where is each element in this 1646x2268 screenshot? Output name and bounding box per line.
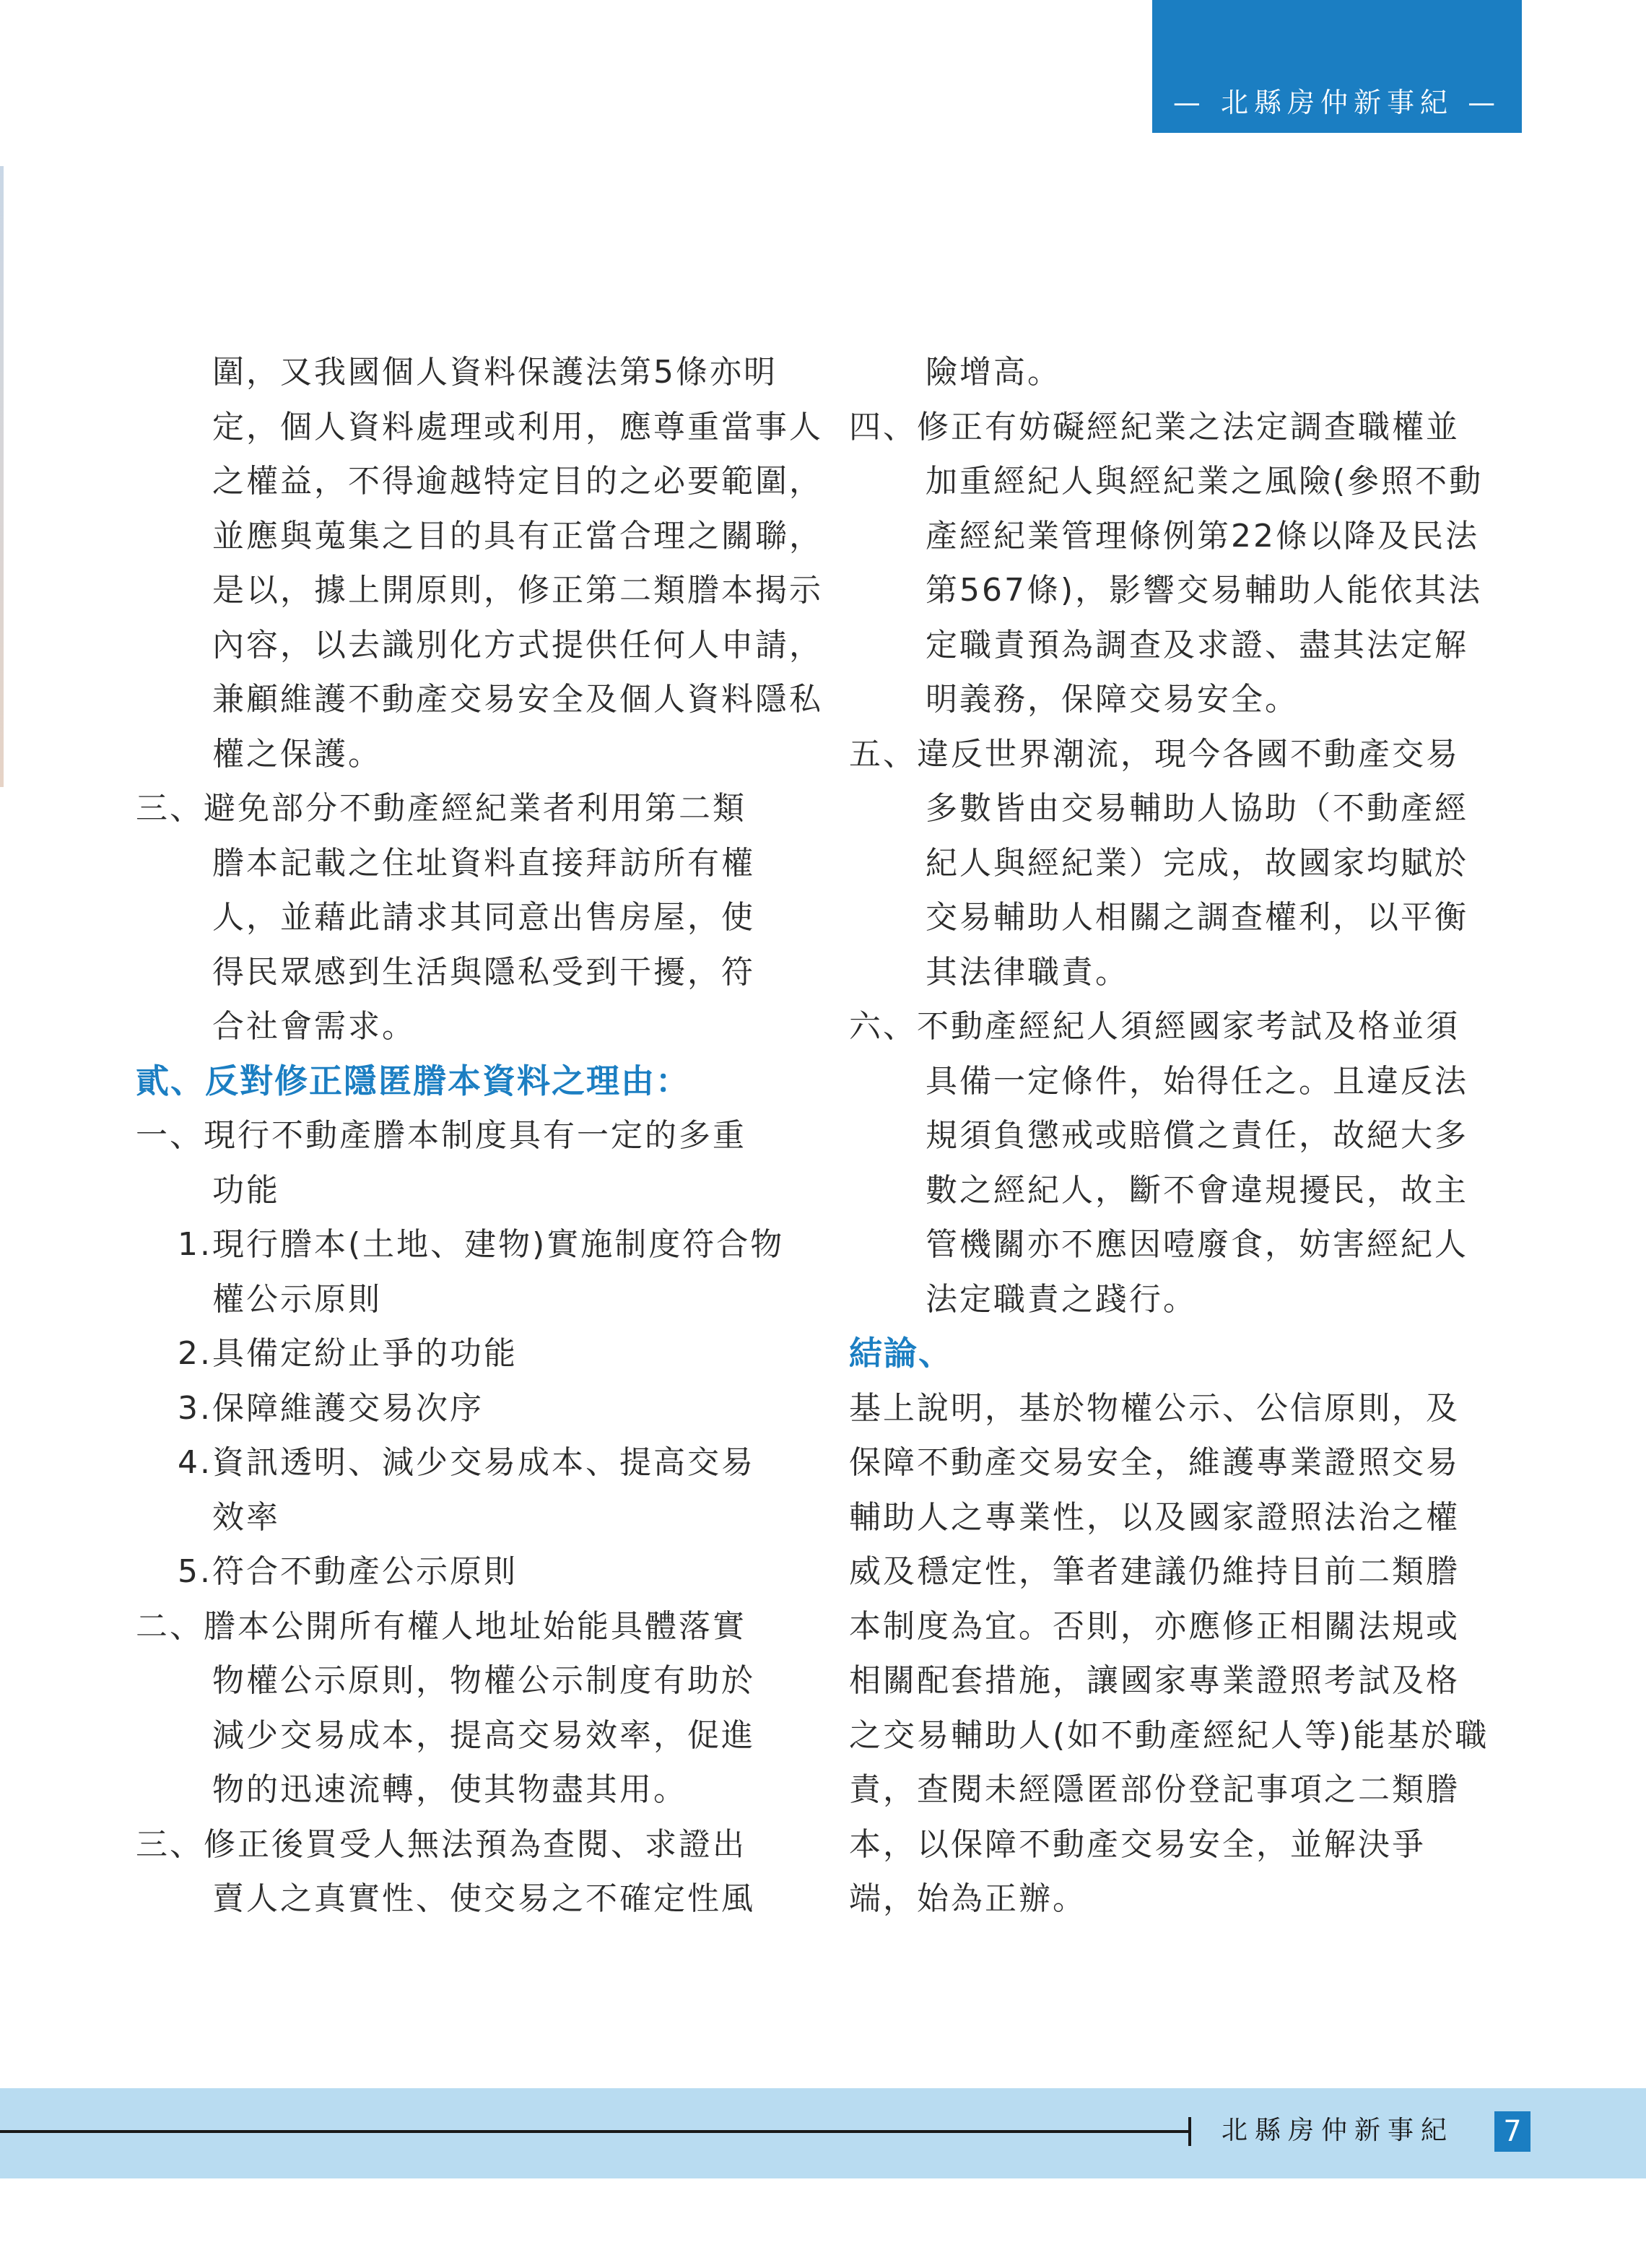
list-item-title: 三、修正後買受人無法預為查閱、求證出	[136, 1825, 746, 1863]
conclusion-heading: 結論、	[849, 1334, 953, 1373]
body-line: 減少交易成本，提高交易效率，促進	[212, 1716, 755, 1754]
body-line: 規須負懲戒或賠償之責任，故絕大多	[926, 1117, 1468, 1154]
list-item-title: 五、違反世界潮流，現今各國不動產交易	[849, 735, 1460, 773]
body-line: 兼顧維護不動產交易安全及個人資料隱私	[212, 681, 823, 718]
body-line: 權公示原則	[212, 1280, 382, 1318]
header-title: — 北縣房仲新事紀 —	[1172, 87, 1502, 118]
body-line: 圍，又我國個人資料保護法第5條亦明	[212, 354, 778, 391]
body-line: 產經紀業管理條例第22條以降及民法	[926, 517, 1479, 555]
footer-title: 北縣房仲新事紀	[1222, 2116, 1455, 2145]
body-line: 權之保護。	[212, 735, 382, 773]
body-line: 物的迅速流轉，使其物盡其用。	[212, 1771, 687, 1808]
conclusion-line: 相關配套措施，讓國家專業證照考試及格	[849, 1662, 1460, 1699]
footer-divider	[1188, 2117, 1191, 2146]
list-item-title: 三、避免部分不動產經紀業者利用第二類	[136, 790, 746, 827]
conclusion-line: 本，以保障不動產交易安全，並解決爭	[849, 1825, 1426, 1863]
right-column	[849, 345, 1489, 1926]
body-line: 並應與蒐集之目的具有正當合理之關聯，	[212, 517, 823, 555]
body-line: 多數皆由交易輔助人協助（不動產經	[926, 790, 1468, 827]
body-line: 險增高。	[926, 354, 1061, 391]
body-line: 賣人之真實性、使交易之不確定性風	[212, 1880, 755, 1917]
body-line: 是以，據上開原則，修正第二類謄本揭示	[212, 572, 823, 609]
body-line: 具備一定條件，始得任之。且違反法	[926, 1062, 1468, 1100]
body-line: 第567條)，影響交易輔助人能依其法	[926, 572, 1483, 609]
list-item-title: 六、不動產經紀人須經國家考試及格並須	[849, 1008, 1460, 1045]
body-line: 定職責預為調查及求證、盡其法定解	[926, 626, 1468, 664]
body-line: 交易輔助人相關之調查權利，以平衡	[926, 899, 1468, 936]
numbered-item: 1.現行謄本(土地、建物)實施制度符合物	[178, 1226, 785, 1263]
body-line: 管機關亦不應因噎廢食，妨害經紀人	[926, 1226, 1468, 1263]
body-line: 得民眾感到生活與隱私受到干擾，符	[212, 953, 755, 991]
body-line: 功能	[212, 1171, 280, 1209]
body-line: 其法律職責。	[926, 953, 1129, 991]
footer-rule	[0, 2130, 1190, 2133]
body-line: 效率	[212, 1498, 280, 1536]
conclusion-line: 本制度為宜。否則，亦應修正相關法規或	[849, 1607, 1460, 1645]
conclusion-line: 之交易輔助人(如不動產經紀人等)能基於職	[849, 1716, 1489, 1754]
body-line: 物權公示原則，物權公示制度有助於	[212, 1662, 755, 1699]
body-line: 紀人與經紀業）完成，故國家均賦於	[926, 844, 1468, 882]
body-line: 合社會需求。	[212, 1008, 416, 1045]
list-item-title: 四、修正有妨礙經紀業之法定調查職權並	[849, 408, 1460, 446]
conclusion-line: 威及穩定性，筆者建議仍維持目前二類謄	[849, 1553, 1460, 1590]
body-line: 內容，以去識別化方式提供任何人申請，	[212, 626, 823, 664]
numbered-item: 3.保障維護交易次序	[178, 1389, 484, 1427]
list-item-title: 一、現行不動產謄本制度具有一定的多重	[136, 1117, 746, 1154]
body-line: 定，個人資料處理或利用，應尊重當事人	[212, 408, 823, 446]
conclusion-line: 責，查閱未經隱匿部份登記事項之二類謄	[849, 1771, 1460, 1808]
conclusion-line: 輔助人之專業性，以及國家證照法治之權	[849, 1498, 1460, 1536]
body-line: 之權益，不得逾越特定目的之必要範圍，	[212, 463, 823, 500]
body-line: 數之經紀人，斷不會違規擾民，故主	[926, 1171, 1468, 1209]
numbered-item: 5.符合不動產公示原則	[178, 1553, 518, 1590]
body-line: 明義務，保障交易安全。	[926, 681, 1299, 718]
header-tab	[1152, 0, 1522, 133]
body-line: 謄本記載之住址資料直接拜訪所有權	[212, 844, 755, 882]
conclusion-line: 保障不動產交易安全，維護專業證照交易	[849, 1444, 1460, 1481]
list-item-title: 二、謄本公開所有權人地址始能具體落實	[136, 1607, 746, 1645]
numbered-item: 2.具備定紛止爭的功能	[178, 1335, 518, 1372]
body-line: 加重經紀人與經紀業之風險(參照不動	[926, 463, 1484, 500]
side-decorative-strip	[0, 166, 4, 787]
body-line: 人，並藉此請求其同意出售房屋，使	[212, 899, 755, 936]
numbered-item: 4.資訊透明、減少交易成本、提高交易	[178, 1444, 755, 1481]
section-heading: 貳、反對修正隱匿謄本資料之理由：	[136, 1061, 690, 1100]
body-line: 法定職責之踐行。	[926, 1280, 1197, 1318]
left-column	[136, 345, 823, 1926]
page-number: 7	[1494, 2111, 1530, 2152]
conclusion-line: 端，始為正辦。	[849, 1880, 1087, 1917]
conclusion-line: 基上說明，基於物權公示、公信原則，及	[849, 1389, 1460, 1427]
